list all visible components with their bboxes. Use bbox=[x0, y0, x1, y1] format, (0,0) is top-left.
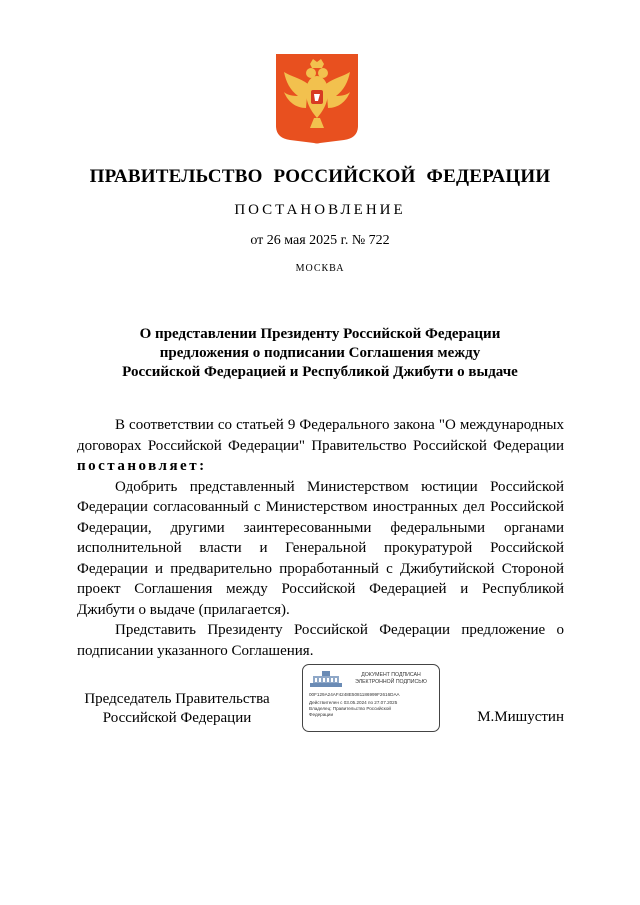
stamp-owner: Федерации bbox=[309, 712, 334, 717]
stamp-title-line: ДОКУМЕНТ ПОДПИСАН bbox=[361, 672, 421, 678]
city: МОСКВА bbox=[295, 263, 345, 274]
stamp-owner: Владелец: Правительство Российской bbox=[309, 706, 391, 711]
signer-position-line: Председатель Правительства bbox=[84, 691, 270, 707]
stamp-validity: Действителен с 03.05.2024 по 27.07.2025 bbox=[309, 700, 398, 705]
heading-line: О представлении Президенту Российской Федерации bbox=[139, 326, 501, 342]
paragraph-preamble bbox=[77, 415, 564, 477]
building-icon bbox=[309, 670, 343, 688]
heading-line: Российской Федерацией и Республикой Джибути о выдаче bbox=[122, 364, 518, 380]
preamble-text: В соответствии со статьей 9 Федерального закона "О международных договорах Российской Федерации" Правительство Российской Федерации bbox=[77, 417, 564, 454]
document-date-number: от 26 мая 2025 г. № 722 bbox=[250, 233, 390, 248]
government-title: ПРАВИТЕЛЬСТВО РОССИЙСКОЙ ФЕДЕРАЦИИ bbox=[89, 166, 551, 187]
stamp-certificate: 00F129A24AF4248E5081186999F2616DAA bbox=[309, 692, 400, 697]
electronic-signature-stamp bbox=[302, 664, 440, 732]
document-body bbox=[77, 415, 564, 661]
document-type: ПОСТАНОВЛЕНИЕ bbox=[234, 202, 406, 218]
paragraph-submission: Представить Президенту Российской Федерации предложение о подписании указанного Соглашения. bbox=[77, 622, 564, 659]
document-heading bbox=[60, 325, 580, 382]
coat-of-arms-icon bbox=[276, 54, 358, 144]
signer-position bbox=[77, 690, 277, 728]
stamp-title-line: ЭЛЕКТРОННОЙ ПОДПИСЬЮ bbox=[355, 678, 427, 685]
stamp-title bbox=[345, 672, 437, 685]
paragraph-approval: Одобрить представленный Министерством юстиции Российской Федерации согласованный с Министерством иностранных дел Российской Федерации, другими заинтересованными федеральными органами исполнительной власти и Генеральной прокуратурой Российской Федерации и предварительно проработанный с Джибутийской Стороной проект Соглашения между Российской Федерацией и Республикой Джибути о выдаче (прилагается). bbox=[77, 478, 564, 618]
signer-position-line: Российской Федерации bbox=[102, 710, 252, 726]
resolution-word: постановляет: bbox=[77, 458, 207, 474]
heading-line: предложения о подписании Соглашения между bbox=[159, 345, 481, 361]
signer-name: М.Мишустин bbox=[477, 709, 564, 725]
